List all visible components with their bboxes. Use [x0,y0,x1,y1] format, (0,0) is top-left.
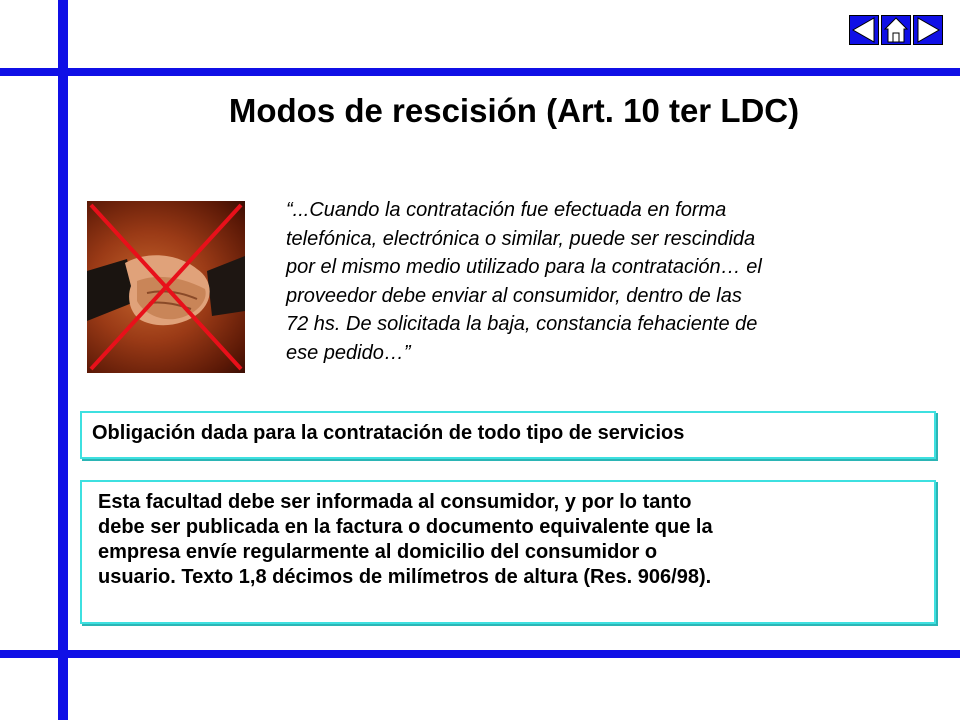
frame-bottom-bar [0,650,960,658]
law-quote: “...Cuando la contratación fue efectuada en forma telefónica, electrónica o similar, puede ser rescindida por el mismo medio utilizado para la contratación… el proveedor debe enviar al consumidor, dentro de las 72 hs. De solicitada la baja, constancia fehaciente de ese pedido…” [286,199,762,364]
triangle-left-icon [850,16,878,44]
next-slide-button[interactable] [913,15,943,45]
handshake-crossed-icon [87,201,245,373]
slide-title: Modos de rescisión (Art. 10 ter LDC) [228,92,800,129]
frame-vertical-bar [58,0,68,720]
obligation-box: Obligación dada para la contratación de todo tipo de servicios [80,411,936,459]
home-slide-button[interactable] [881,15,911,45]
slide-navigation [849,15,943,45]
previous-slide-button[interactable] [849,15,879,45]
triangle-right-icon [914,16,942,44]
home-icon [882,16,910,44]
info-box: Esta facultad debe ser informada al consumidor, y por lo tanto debe ser publicada en la factura o documento equivalente que la empresa envíe regularmente al domicilio del consumidor o usuario. Texto 1,8 décimos de milímetros de altura (Res. 906/98). [80,480,936,624]
frame-top-bar [0,68,960,76]
handshake-image [87,201,245,373]
